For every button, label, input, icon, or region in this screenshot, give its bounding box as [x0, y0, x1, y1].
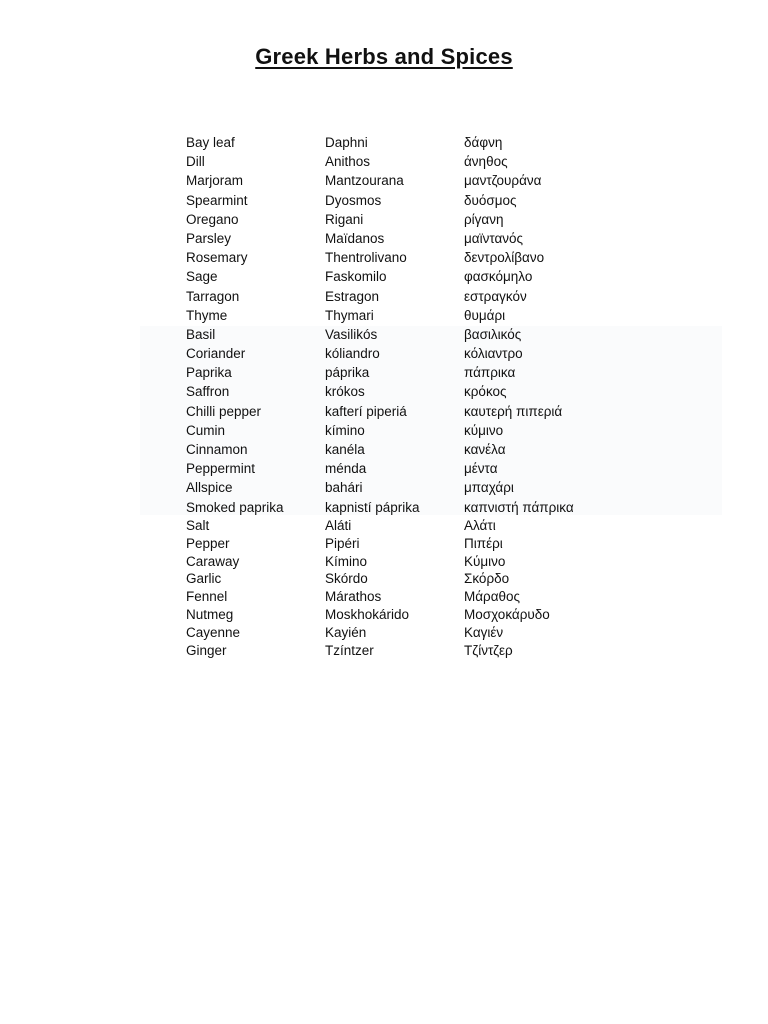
english-name: Sage	[186, 269, 218, 285]
greek-name: φασκόμηλο	[464, 269, 533, 285]
transliteration: kanéla	[325, 442, 365, 457]
table-row	[186, 642, 686, 660]
greek-name: Μάραθος	[464, 589, 521, 605]
table-row	[186, 229, 686, 248]
greek-name: κρόκος	[464, 384, 507, 400]
greek-name: δάφνη	[464, 135, 503, 150]
greek-name: πάπρικα	[464, 365, 516, 381]
transliteration: krókos	[325, 384, 365, 400]
english-name: Spearmint	[186, 192, 248, 208]
transliteration: Faskomilo	[325, 269, 387, 285]
transliteration: Skórdo	[325, 571, 368, 587]
greek-name: μαντζουράνα	[464, 173, 542, 189]
english-name: Bay leaf	[186, 135, 235, 150]
english-name: Saffron	[186, 384, 230, 400]
table-row	[186, 306, 686, 325]
english-name: Thyme	[186, 307, 228, 323]
table-row	[186, 287, 686, 306]
english-name: Cinnamon	[186, 442, 248, 457]
transliteration: kóliandro	[325, 346, 380, 362]
table-row	[186, 402, 686, 421]
transliteration: Pipéri	[325, 535, 360, 551]
greek-name: καυτερή πιπεριά	[464, 403, 563, 419]
english-name: Basil	[186, 326, 216, 342]
table-row	[186, 344, 686, 363]
greek-name: Καγιέν	[464, 625, 504, 641]
table-row	[186, 517, 686, 535]
transliteration: Vasilikós	[325, 326, 378, 342]
table-row	[186, 553, 686, 571]
english-name: Cumin	[186, 422, 226, 438]
greek-name: μπαχάρι	[464, 480, 514, 496]
greek-name: δεντρολίβανο	[464, 250, 545, 266]
transliteration: Rigani	[325, 211, 364, 227]
table-row	[186, 588, 686, 606]
table-row	[186, 459, 686, 478]
english-name: Garlic	[186, 571, 222, 587]
table-row	[186, 171, 686, 190]
english-name: Smoked paprika	[186, 499, 284, 515]
greek-name: Αλάτι	[464, 517, 496, 533]
table-row	[186, 421, 686, 440]
page-title: Greek Herbs and Spices	[255, 44, 513, 69]
english-name: Allspice	[186, 480, 233, 496]
table-row	[186, 191, 686, 210]
table-row	[186, 325, 686, 344]
transliteration: Márathos	[325, 589, 382, 605]
english-name: Marjoram	[186, 173, 244, 189]
transliteration: Maïdanos	[325, 230, 385, 246]
table-row	[186, 535, 686, 553]
greek-name: εστραγκόν	[464, 288, 527, 304]
english-name: Dill	[186, 154, 205, 170]
table-row	[186, 210, 686, 229]
english-name: Peppermint	[186, 461, 256, 477]
transliteration: ménda	[325, 461, 367, 477]
english-name: Nutmeg	[186, 607, 234, 623]
english-name: Chilli pepper	[186, 403, 262, 419]
english-name: Parsley	[186, 230, 232, 246]
table-row	[186, 248, 686, 267]
transliteration: Kayién	[325, 625, 367, 641]
table-row	[186, 382, 686, 401]
transliteration: bahári	[325, 480, 363, 496]
transliteration: Aláti	[325, 517, 352, 533]
english-name: Oregano	[186, 211, 239, 227]
table-row	[186, 152, 686, 171]
greek-name: καπνιστή πάπρικα	[464, 499, 574, 515]
table-row	[186, 570, 686, 588]
greek-name: δυόσμος	[464, 192, 517, 208]
english-name: Fennel	[186, 589, 228, 605]
transliteration: Dyosmos	[325, 192, 382, 208]
english-name: Ginger	[186, 642, 227, 658]
greek-name: κανέλα	[464, 442, 506, 457]
greek-name: κόλιαντρο	[464, 346, 523, 362]
transliteration: Tzíntzer	[325, 642, 374, 658]
english-name: Rosemary	[186, 250, 248, 266]
english-name: Paprika	[186, 365, 232, 381]
greek-name: Μοσχοκάρυδο	[464, 607, 550, 623]
transliteration: Mantzourana	[325, 173, 404, 189]
greek-name: θυμάρι	[464, 307, 506, 323]
table-row	[186, 133, 686, 152]
table-row	[186, 363, 686, 382]
greek-name: μαϊντανός	[464, 230, 524, 246]
transliteration: kímino	[325, 422, 365, 438]
transliteration: kafterí piperiá	[325, 403, 407, 419]
table-row	[186, 478, 686, 497]
transliteration: Thymari	[325, 307, 374, 323]
transliteration: páprika	[325, 365, 370, 381]
greek-name: άνηθος	[464, 154, 508, 170]
greek-name: Σκόρδο	[464, 571, 510, 587]
transliteration: kapnistí páprika	[325, 499, 420, 515]
transliteration: Daphni	[325, 135, 368, 150]
transliteration: Estragon	[325, 288, 380, 304]
spice-table	[186, 133, 686, 660]
table-row	[186, 267, 686, 286]
transliteration: Kímino	[325, 553, 368, 569]
english-name: Cayenne	[186, 625, 241, 641]
english-name: Pepper	[186, 535, 230, 551]
english-name: Coriander	[186, 346, 246, 362]
greek-name: ρίγανη	[464, 211, 504, 227]
greek-name: μέντα	[464, 461, 498, 477]
transliteration: Thentrolivano	[325, 250, 407, 266]
greek-name: κύμινο	[464, 422, 504, 438]
english-name: Tarragon	[186, 288, 240, 304]
transliteration: Moskhokárido	[325, 607, 410, 623]
english-name: Salt	[186, 517, 210, 533]
table-row	[186, 440, 686, 459]
greek-name: Πιπέρι	[464, 535, 503, 551]
table-row	[186, 498, 686, 517]
greek-name: Τζίντζερ	[464, 642, 513, 658]
table-row	[186, 624, 686, 642]
transliteration: Anithos	[325, 154, 371, 170]
english-name: Caraway	[186, 553, 240, 569]
greek-name: βασιλικός	[464, 326, 522, 342]
table-row	[186, 606, 686, 624]
greek-name: Κύμινο	[464, 553, 506, 569]
